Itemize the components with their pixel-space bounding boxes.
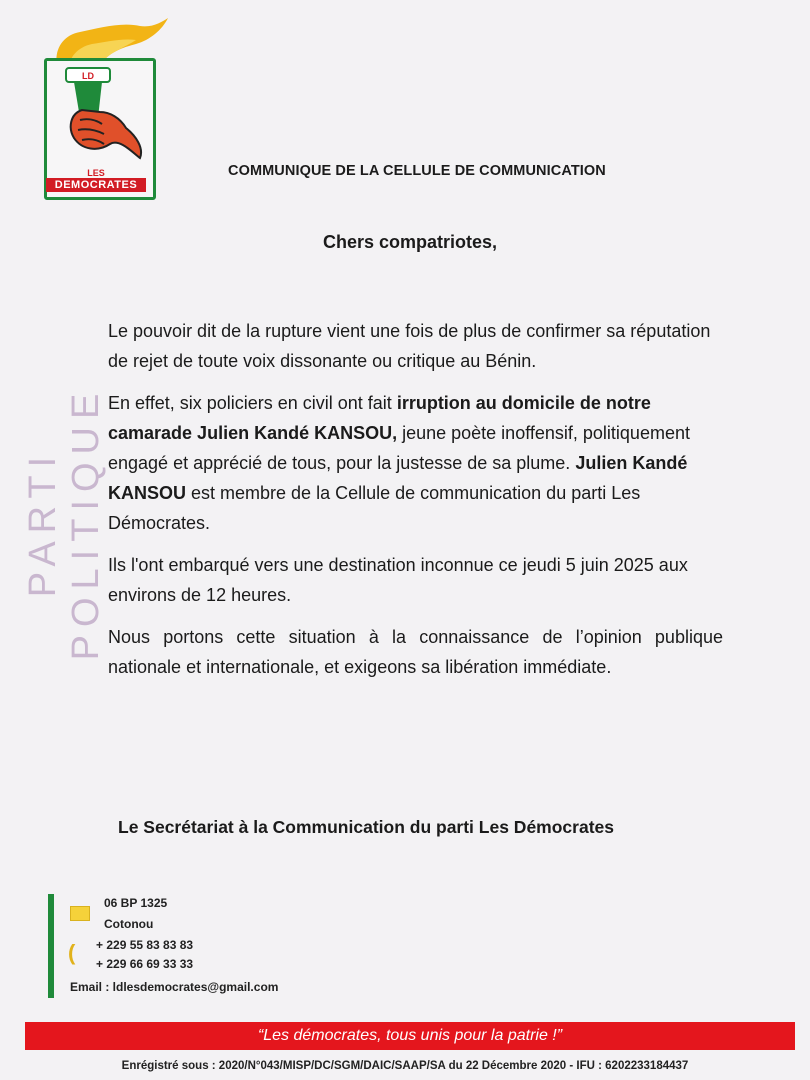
paragraph-3: Ils l'ont embarqué vers une destination inconnue ce jeudi 5 juin 2025 aux environs de 12 heures. [108,555,688,605]
salutation: Chers compatriotes, [322,232,498,252]
registration-footer: Enrégistré sous : 2020/N°043/MISP/DC/SGM/DAIC/SAAP/SA du 22 Décembre 2020 - IFU : 6202233184437 [121,1060,689,1072]
contact-po-box: 06 BP 1325 [104,896,168,910]
contact-accent-bar [48,894,54,998]
party-logo [40,18,170,203]
paragraph-1: Le pouvoir dit de la rupture vient une fois de plus de confirmer sa réputation de rejet de toute voix dissonante ou critique au Bénin. [108,321,711,371]
paragraph-2 [108,388,723,538]
paragraph-2-bold-a: irruption au domicile de notre camarade Julien Kandé KANSOU, [108,393,651,443]
side-label-parti-politique: PARTI POLITIQUE [22,385,107,661]
logo-democrates: DEMOCRATES [46,178,146,192]
logo-badge-text: LD [82,71,94,81]
communique-body [108,316,723,694]
paragraph-2-part-c: jeune poète inoffensif, politiquement engagé et apprécié de tous, pour la justesse de sa plume. [108,423,690,473]
contact-email[interactable]: Email : ldlesdemocrates@gmail.com [70,980,279,994]
slogan-banner: “Les démocrates, tous unis pour la patrie !” [25,1022,795,1050]
signature: Le Secrétariat à la Communication du parti Les Démocrates [118,817,614,837]
page-title: COMMUNIQUE DE LA CELLULE DE COMMUNICATION [228,163,606,179]
logo-les: LES [87,168,105,178]
paragraph-4: Nous portons cette situation à la connaissance de l’opinion publique nationale et internationale, et exigeons sa libération immédiate. [108,627,723,677]
contact-city: Cotonou [104,917,154,931]
phone-icon: ( [68,940,76,965]
contact-phone-2: + 229 66 69 33 33 [96,957,194,971]
paragraph-2-part-a: En effet, six policiers en civil ont fait [108,393,397,413]
paragraph-2-part-e: est membre de la Cellule de communication du parti Les Démocrates. [108,483,641,533]
mail-icon [70,906,90,921]
paragraph-2-bold-b: Julien Kandé KANSOU [108,453,688,503]
contact-phone-1: + 229 55 83 83 83 [96,938,194,952]
